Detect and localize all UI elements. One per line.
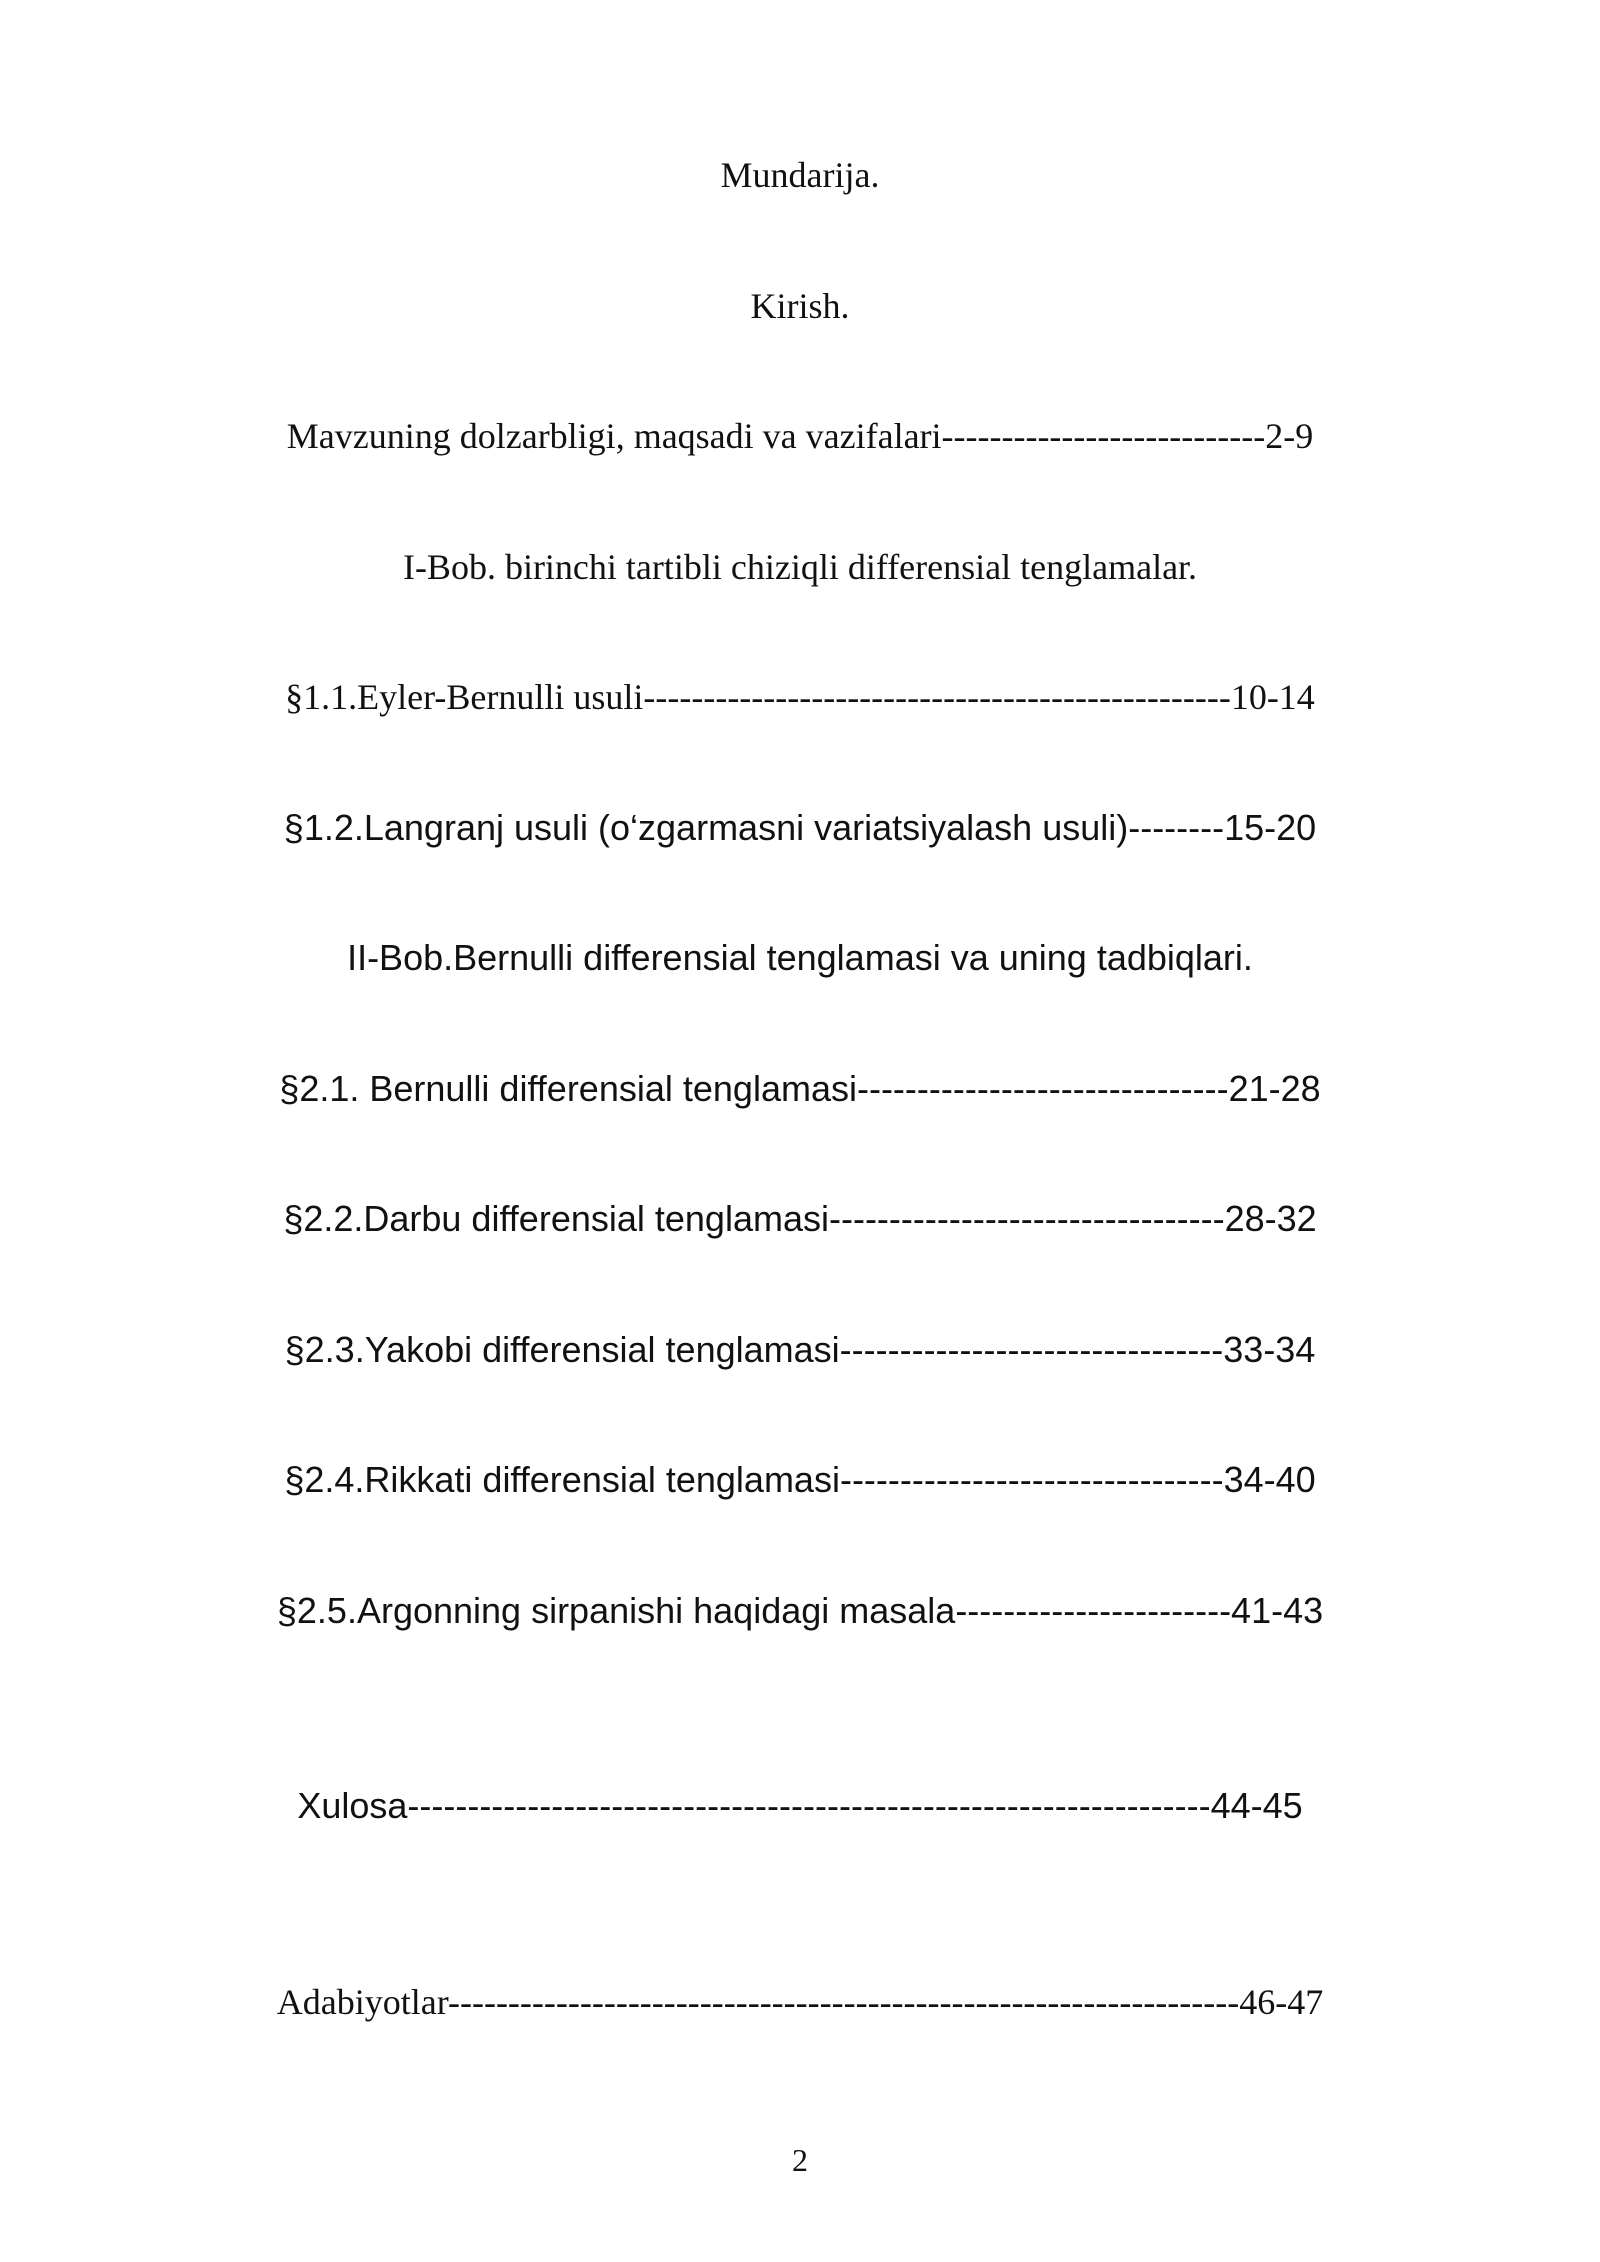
toc-item-2-1: §2.1. Bernulli differensial tenglamasi-------------------------------21-28 [279, 1068, 1321, 1109]
toc-item-xulosa: Xulosa-------------------------------------------------------------------44-45 [297, 1785, 1303, 1826]
toc-intro: Kirish. [750, 286, 850, 326]
toc-item-dolzarblik: Mavzuning dolzarbligi, maqsadi va vazifalari---------------------------2-9 [286, 416, 1314, 456]
page-number: 2 [792, 2142, 808, 2178]
toc-title: Mundarija. [720, 155, 880, 195]
toc-item-adabiyotlar: Adabiyotlar------------------------------------------------------------------46-47 [276, 1982, 1324, 2022]
toc-item-2-3: §2.3.Yakobi differensial tenglamasi--------------------------------33-34 [284, 1329, 1316, 1370]
toc-item-1-1: §1.1.Eyler-Bernulli usuli-------------------------------------------------10-14 [285, 677, 1315, 717]
toc-item-2-5: §2.5.Argonning sirpanishi haqidagi masala-----------------------41-43 [276, 1590, 1324, 1631]
toc-item-2-4: §2.4.Rikkati differensial tenglamasi--------------------------------34-40 [284, 1459, 1316, 1500]
toc-chapter-1-heading: I-Bob. birinchi tartibli chiziqli differensial tenglamalar. [402, 547, 1198, 587]
toc-item-1-2: §1.2.Langranj usuli (o‘zgarmasni variatsiyalash usuli)--------15-20 [283, 807, 1317, 848]
toc-item-2-2: §2.2.Darbu differensial tenglamasi---------------------------------28-32 [283, 1198, 1317, 1239]
toc-chapter-2-heading: II-Bob.Bernulli differensial tenglamasi va uning tadbiqlari. [347, 937, 1253, 978]
